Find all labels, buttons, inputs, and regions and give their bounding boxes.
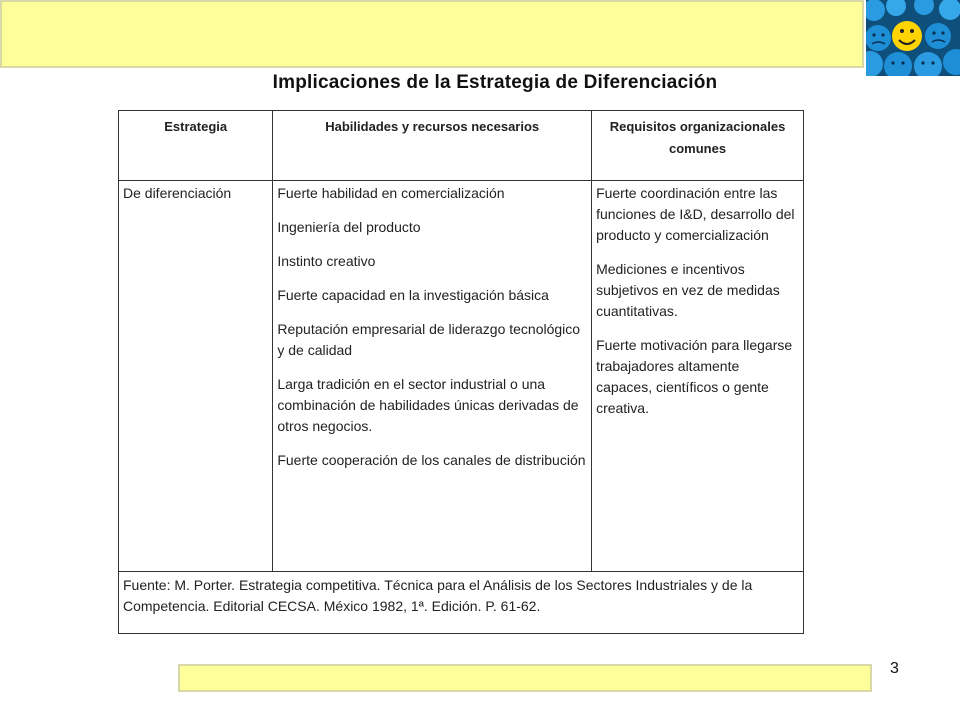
source-row <box>119 572 804 634</box>
smiley-crowd-image <box>866 0 960 76</box>
skill-item: Reputación empresarial de liderazgo tecnológico y de calidad <box>277 321 581 358</box>
table-header-row <box>119 111 804 181</box>
requirement-item: Fuerte coordinación entre las funciones de I&D, desarrollo del producto y comercialización <box>596 185 795 243</box>
table-row <box>119 181 804 572</box>
skill-item: Instinto creativo <box>277 253 376 269</box>
page-number: 3 <box>890 660 899 677</box>
skill-item: Ingeniería del producto <box>277 219 421 235</box>
smiley-crowd-icon <box>866 0 960 76</box>
header-strategy: Estrategia <box>119 111 273 181</box>
skill-item: Fuerte capacidad en la investigación básica <box>277 287 549 303</box>
source-citation: Fuente: M. Porter. Estrategia competitiva. Técnica para el Análisis de los Sectores Industriales y de la Competencia. Editorial CECSA. México 1982, 1ª. Edición. P. 61-62. <box>119 572 804 634</box>
skill-item: Larga tradición en el sector industrial o una combinación de habilidades únicas derivadas de otros negocios. <box>277 376 579 434</box>
strategy-table <box>118 110 804 634</box>
slide-title: Implicaciones de la Estrategia de Diferenciación <box>272 72 718 93</box>
header-skills: Habilidades y recursos necesarios <box>273 111 592 181</box>
header-requirements: Requisitos organizacionales comunes <box>592 111 804 181</box>
requirement-item: Fuerte motivación para llegarse trabajadores altamente capaces, científicos o gente creativa. <box>596 337 793 416</box>
skills-cell <box>273 181 592 572</box>
strategy-cell: De diferenciación <box>119 181 273 572</box>
skill-item: Fuerte cooperación de los canales de distribución <box>277 452 586 468</box>
requirement-item: Mediciones e incentivos subjetivos en vez de medidas cuantitativas. <box>596 261 780 319</box>
bottom-banner <box>178 664 872 692</box>
requirements-cell <box>592 181 804 572</box>
skill-item: Fuerte habilidad en comercialización <box>277 185 505 201</box>
top-banner <box>0 0 864 68</box>
